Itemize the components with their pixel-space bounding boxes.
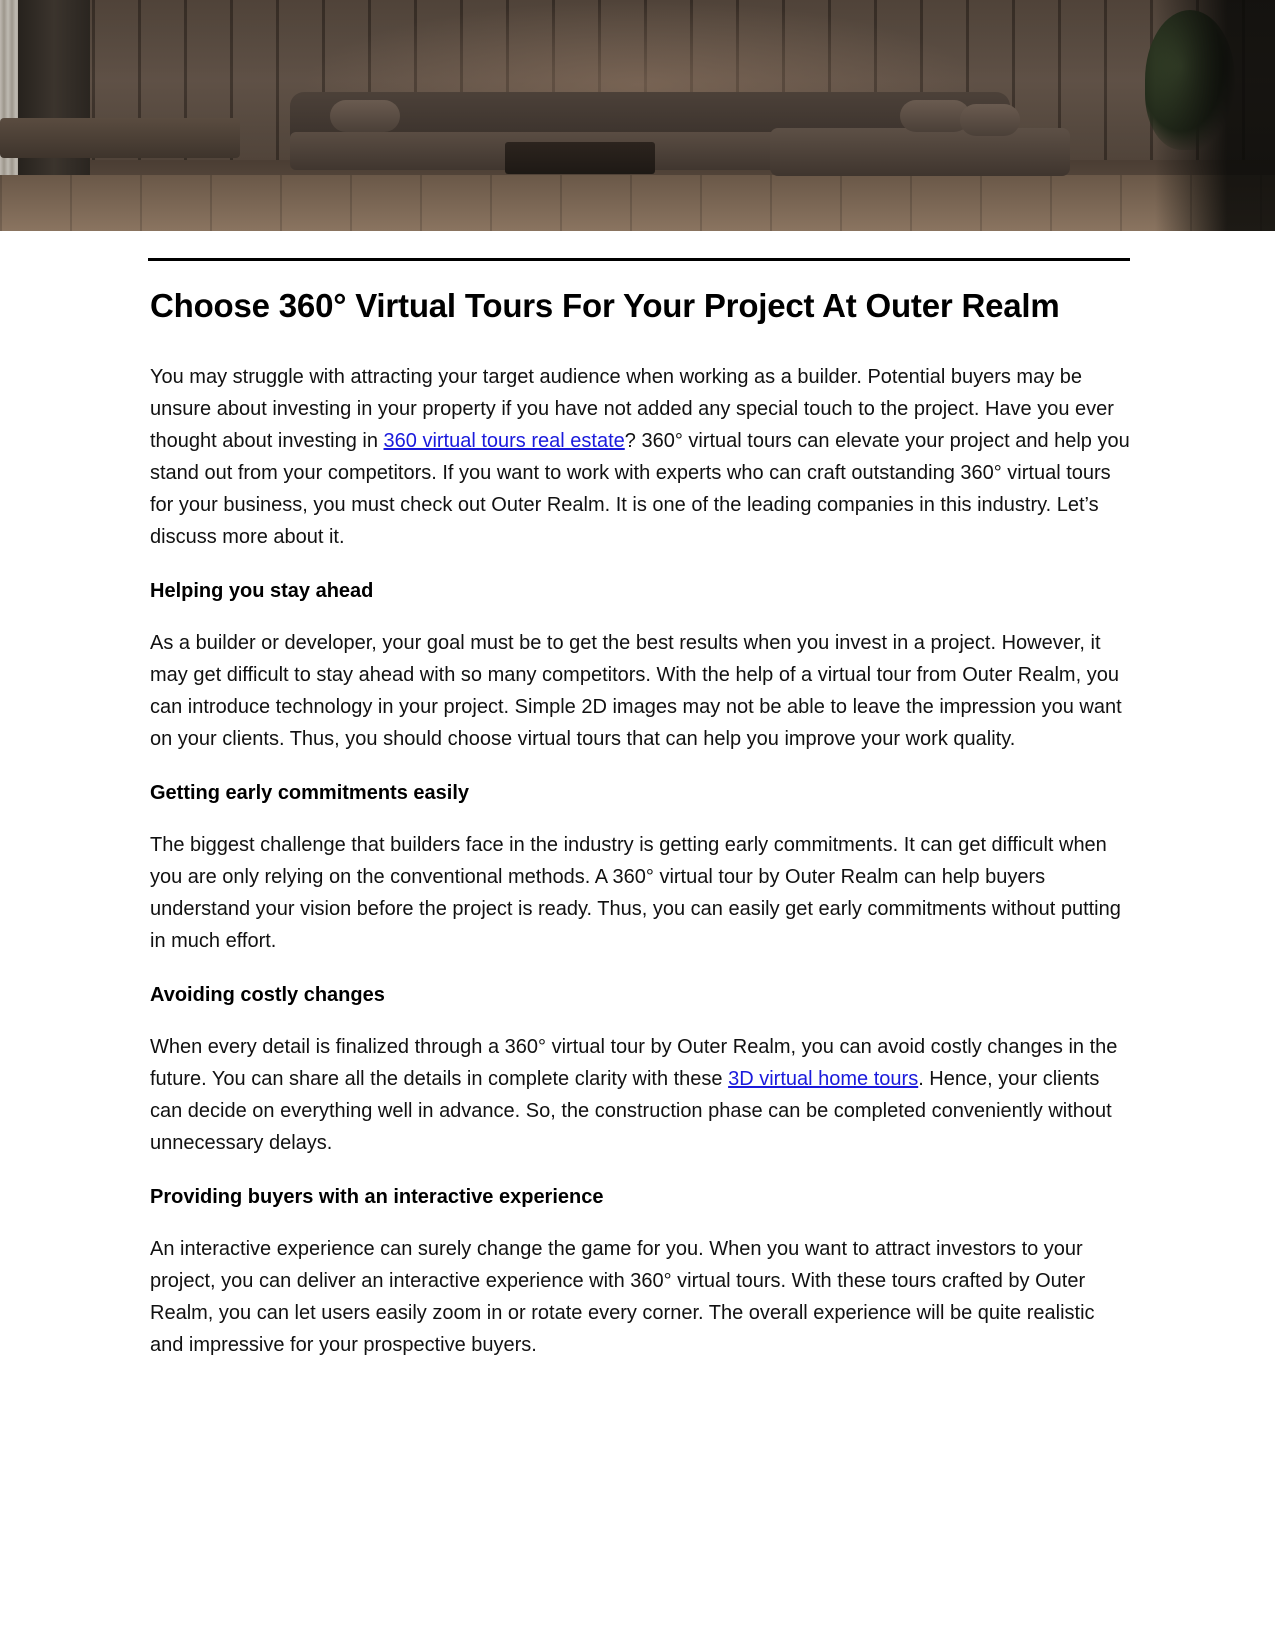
section-paragraph: [150, 1031, 1130, 1159]
window-bench: [0, 118, 240, 158]
section-heading: Avoiding costly changes: [150, 984, 385, 1006]
section-paragraph: As a builder or developer, your goal must be to get the best results when you invest in a project. However, it may get difficult to stay ahead with so many competitors. With the help of a virtual tour from Outer Realm, you can introduce technology in your project. Simple 2D images may not be able to leave the impression you want on your clients. Thus, you should choose virtual tours that can help you improve your work quality.: [150, 632, 1122, 750]
3d-virtual-home-tours-link[interactable]: 3D virtual home tours: [728, 1068, 919, 1090]
section-text-before-link: When every detail is finalized through a 360° virtual tour by Outer Realm, you can avoid costly changes in the future. You can share all the details in complete clarity with these: [150, 1036, 1118, 1090]
shadow-overlay: [1155, 0, 1275, 231]
pillow: [960, 104, 1020, 136]
section-text-after-link: . Hence, your clients can decide on everything well in advance. So, the construction phase can be completed conveniently without unnecessary delays.: [150, 1068, 1112, 1154]
curtain: [0, 0, 18, 190]
sofa-chaise: [770, 128, 1070, 176]
section-heading: Providing buyers with an interactive experience: [150, 1186, 604, 1208]
intro-text-before-link: You may struggle with attracting your target audience when working as a builder. Potential buyers may be unsure about investing in your property if you have not added any special touch to the project. Have you ever thought about investing in: [150, 366, 1114, 452]
intro-text-after-link: ? 360° virtual tours can elevate your project and help you stand out from your competitors. If you want to work with experts who can craft outstanding 360° virtual tours for your business, you must check out Outer Realm. It is one of the leading companies in this industry. Let’s discuss more about it.: [150, 430, 1130, 548]
article-title: Choose 360° Virtual Tours For Your Project At Outer Realm: [150, 287, 1060, 324]
section-heading: Helping you stay ahead: [150, 580, 374, 602]
wood-floor: [0, 175, 1275, 231]
section-paragraph: The biggest challenge that builders face in the industry is getting early commitments. It can get difficult when you are only relying on the conventional methods. A 360° virtual tour by Outer Realm can help buyers understand your vision before the project is ready. Thus, you can easily get early commitments without putting in much effort.: [150, 834, 1121, 952]
article: [150, 281, 1130, 1383]
section-paragraph: An interactive experience can surely change the game for you. When you want to attract investors to your project, you can deliver an interactive experience with 360° virtual tours. With these tours crafted by Outer Realm, you can let users easily zoom in or rotate every corner. The overall experience will be quite realistic and impressive for your prospective buyers.: [150, 1238, 1095, 1356]
virtual-tours-real-estate-link[interactable]: 360 virtual tours real estate: [383, 430, 625, 452]
coffee-table: [505, 142, 655, 174]
pillow: [330, 100, 400, 132]
header-living-room-image: [0, 0, 1275, 231]
horizontal-rule: [148, 258, 1130, 261]
section-heading: Getting early commitments easily: [150, 782, 470, 804]
intro-paragraph: [150, 361, 1130, 553]
